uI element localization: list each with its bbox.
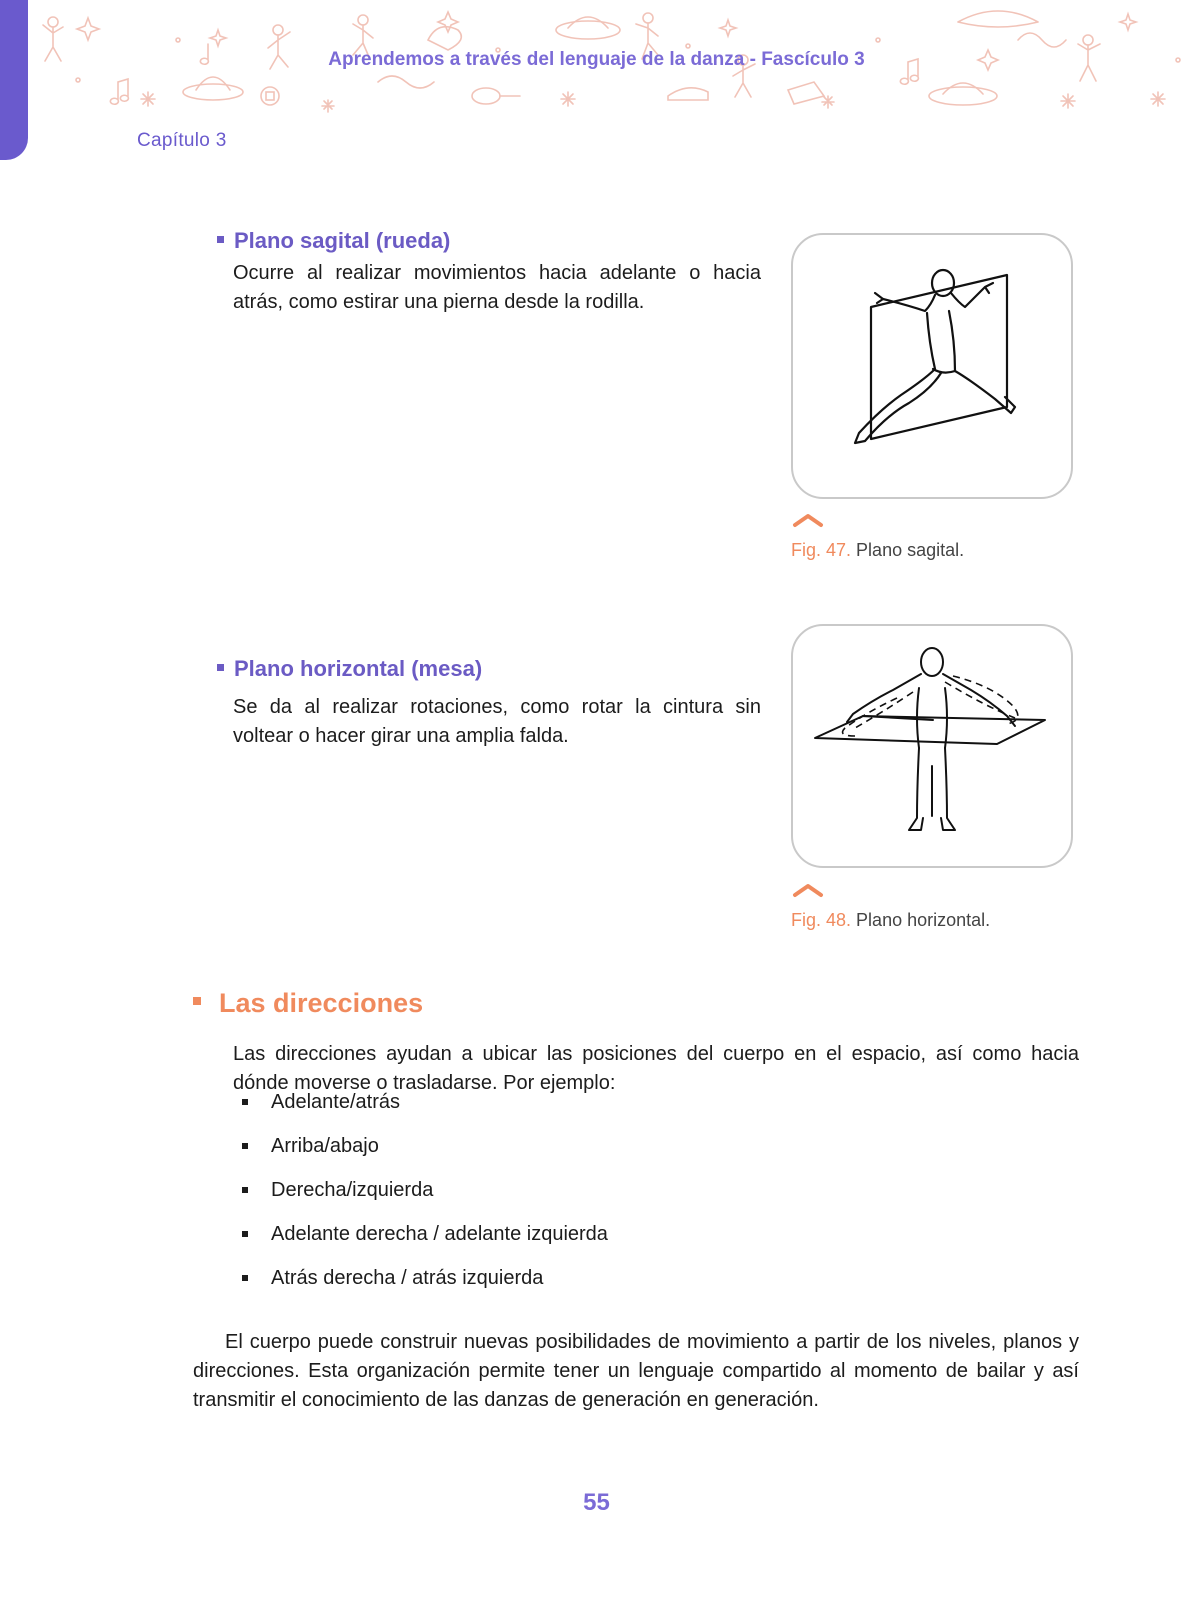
caret-up-icon xyxy=(791,512,825,528)
square-bullet-icon xyxy=(242,1231,248,1237)
horizontal-heading xyxy=(217,656,482,682)
sagittal-caption xyxy=(791,540,964,561)
caret-up-icon xyxy=(791,882,825,898)
sagittal-description: Ocurre al realizar movimientos hacia adelante o hacia atrás, como estirar una pierna desde la rodilla. xyxy=(233,262,761,313)
horizontal-plane-figure-icon xyxy=(793,626,1071,866)
square-bullet-icon xyxy=(217,236,224,243)
list-item-text: Adelante/atrás xyxy=(271,1091,400,1113)
figure-number: Fig. 47. xyxy=(791,540,852,560)
header-title: Aprendemos a través del lenguaje de la danza - Fascículo 3 xyxy=(328,49,865,70)
page-number: 55 xyxy=(583,1489,610,1516)
list-item xyxy=(240,1132,608,1176)
square-bullet-icon xyxy=(242,1099,248,1105)
list-item xyxy=(240,1088,608,1132)
figure-caption-text: Plano sagital. xyxy=(856,540,965,560)
list-item xyxy=(240,1176,608,1220)
directions-heading xyxy=(193,988,423,1019)
horizontal-description: Se da al realizar rotaciones, como rotar la cintura sin voltear o hacer girar una amplia falda. xyxy=(233,696,761,747)
list-item-text: Atrás derecha / atrás izquierda xyxy=(271,1267,544,1289)
list-item-text: Derecha/izquierda xyxy=(271,1179,434,1201)
list-item xyxy=(240,1264,608,1308)
chapter-label: Capítulo 3 xyxy=(137,130,227,151)
chapter-side-tab xyxy=(0,0,28,160)
horizontal-caption xyxy=(791,910,990,931)
horizontal-heading-text: Plano horizontal (mesa) xyxy=(234,656,483,681)
closing-paragraph: El cuerpo puede construir nuevas posibilidades de movimiento a partir de los niveles, planos y direcciones. Esta organización permite tener un lenguaje compartido al momento de bailar y así transmitir el conocimiento de las danzas de generación en generación. xyxy=(193,1331,1079,1411)
sagittal-heading xyxy=(217,228,450,254)
directions-list xyxy=(240,1088,608,1308)
list-item-text: Arriba/abajo xyxy=(271,1135,379,1157)
list-item-text: Adelante derecha / adelante izquierda xyxy=(271,1223,608,1245)
sagittal-heading-text: Plano sagital (rueda) xyxy=(234,228,451,253)
square-bullet-icon xyxy=(217,664,224,671)
list-item xyxy=(240,1220,608,1264)
square-bullet-icon xyxy=(242,1187,248,1193)
sagittal-figure xyxy=(791,233,1073,499)
directions-intro: Las direcciones ayudan a ubicar las posiciones del cuerpo en el espacio, así como hacia dónde moverse o trasladarse. Por ejemplo: xyxy=(233,1043,1079,1094)
sagittal-plane-dancer-icon xyxy=(793,235,1071,497)
figure-caption-text: Plano horizontal. xyxy=(856,910,991,930)
square-bullet-icon xyxy=(193,997,201,1005)
square-bullet-icon xyxy=(242,1275,248,1281)
directions-heading-text: Las direcciones xyxy=(219,988,424,1018)
figure-number: Fig. 48. xyxy=(791,910,852,930)
horizontal-figure xyxy=(791,624,1073,868)
square-bullet-icon xyxy=(242,1143,248,1149)
